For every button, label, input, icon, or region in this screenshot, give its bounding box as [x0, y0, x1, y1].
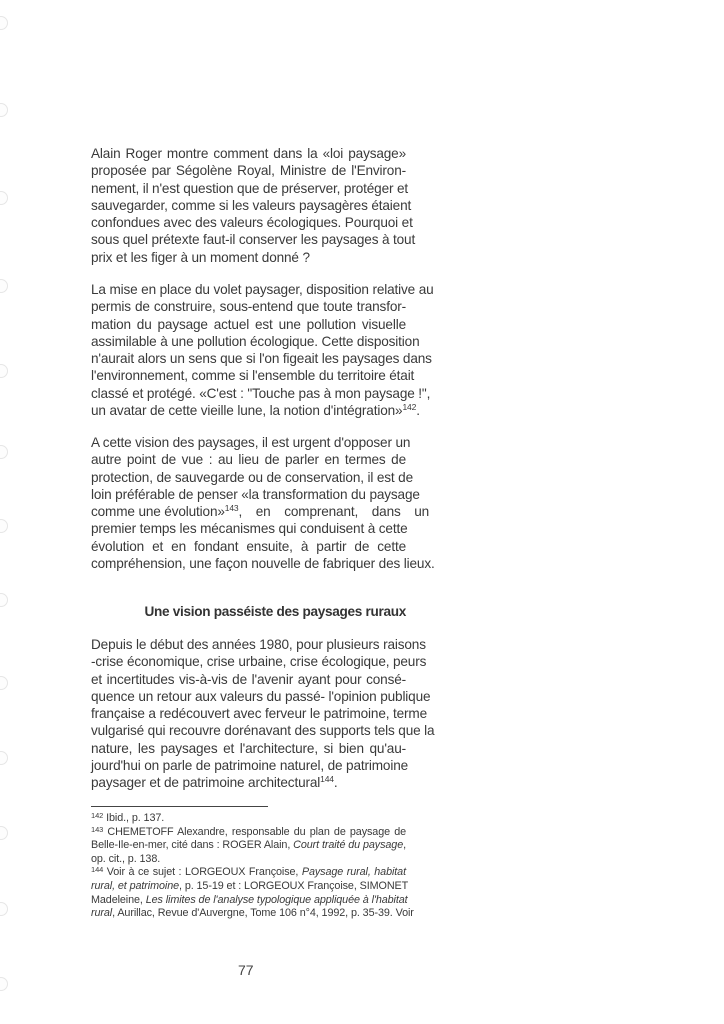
footnote-number: 144	[91, 865, 104, 875]
text-line: française a redécouvert avec ferveur le patrimoine, terme	[91, 706, 427, 722]
footnote-number: 143	[91, 824, 104, 834]
footnote-title: Court traité du paysage	[293, 839, 404, 852]
text-fragment: paysager et de patrimoine architectural	[91, 775, 321, 791]
text-line: nature, les paysages et l'architecture, si bien qu'au-	[91, 740, 406, 756]
text-line: La mise en place du volet paysager, disposition relative au	[91, 282, 434, 297]
text-line: Alain Roger montre comment dans la «loi paysage»	[91, 146, 406, 161]
footnote-title: Paysage rural, habitat	[301, 866, 406, 879]
footnote-title: rural, et patrimoine	[91, 879, 180, 892]
footnote-142	[91, 812, 406, 826]
text-line: loin préférable de penser «la transformation du paysage	[91, 486, 420, 502]
text-line: n'aurait alors un sens que si l'on figeait les paysages dans	[91, 351, 432, 367]
punch-hole-mark	[0, 593, 8, 607]
footnote-title: rural	[91, 907, 113, 920]
text-fragment: comme une évolution»	[91, 504, 225, 520]
footnote-text: ,	[403, 839, 407, 852]
text-line: assimilable à une pollution écologique. Cette disposition	[91, 333, 420, 349]
punch-hole-mark	[0, 364, 8, 378]
footnote-144-line	[91, 879, 409, 894]
paragraph-1	[91, 145, 416, 266]
text-line: prix et les figer à un moment donné ?	[91, 249, 310, 265]
footnote-text: Belle-Ile-en-mer, cité dans : ROGER Alain,	[91, 839, 294, 852]
footnote-text: Voir à ce sujet : LORGEOUX Françoise,	[106, 866, 302, 879]
text-line: -crise économique, crise urbaine, crise écologique, peurs	[91, 654, 427, 670]
text-line: sauvegarder, comme si les valeurs paysagères étaient	[91, 197, 412, 213]
punch-hole-mark	[0, 826, 8, 840]
footnote-title: Les limites de l'analyse typologique appliquée à l'habitat	[145, 893, 408, 906]
text-line: quence un retour aux valeurs du passé- l'opinion publique	[91, 688, 431, 704]
footnotes	[91, 811, 414, 921]
footnote-text: Ibid., p. 137.	[106, 812, 165, 824]
text-line: autre point de vue : au lieu de parler en termes de	[91, 452, 406, 468]
text-line: mation du paysage actuel est une pollution visuelle	[91, 316, 406, 332]
punch-hole-mark	[0, 519, 8, 533]
text-line: l'environnement, comme si l'ensemble du territoire était	[91, 368, 415, 384]
text-line: confondues avec des valeurs écologiques. Pourquoi et	[91, 215, 413, 231]
footnote-text: CHEMETOFF Alexandre, responsable du plan de paysage de	[107, 825, 407, 838]
footnote-144-line	[91, 907, 414, 921]
punch-hole-mark	[0, 279, 8, 293]
footnote-separator	[91, 806, 268, 807]
text-fragment: un avatar de cette vieille lune, la notion d'intégration»	[91, 403, 403, 419]
punch-hole-mark	[0, 676, 8, 690]
text-line: Depuis le début des années 1980, pour plusieurs raisons	[91, 637, 426, 652]
text-line: jourd'hui on parle de patrimoine naturel, de patrimoine	[91, 758, 409, 774]
text-line: proposée par Ségolène Royal, Ministre de l'Environ-	[91, 163, 406, 179]
footnote-ref-142[interactable]: 142	[402, 402, 417, 413]
punch-hole-mark	[0, 445, 8, 459]
footnote-text: , p. 15-19 et : LORGEOUX Françoise, SIMONET	[179, 879, 409, 892]
footnote-number: 142	[91, 811, 104, 820]
page-number: 77	[238, 962, 254, 978]
text-fragment: .	[416, 403, 420, 419]
section-heading: Une vision passéiste des paysages ruraux	[144, 604, 406, 619]
text-line	[91, 503, 430, 520]
paragraph-3	[91, 434, 435, 572]
punch-hole-mark	[0, 103, 8, 117]
footnote-ref-144[interactable]: 144	[320, 774, 334, 785]
text-line: A cette vision des paysages, il est urgent d'opposer un	[91, 435, 411, 450]
text-line: classé et protégé. «C'est : "Touche pas à mon paysage !",	[91, 385, 431, 401]
punch-hole-mark	[0, 751, 8, 765]
text-line: premier temps les mécanismes qui conduisent à cette	[91, 521, 408, 537]
punch-hole-mark	[0, 902, 8, 916]
text-fragment: .	[333, 775, 338, 791]
punch-hole-mark	[0, 977, 8, 991]
text-line: nement, il n'est question que de préserver, protéger et	[91, 180, 409, 196]
paragraph-4	[91, 636, 435, 792]
paragraph-2	[91, 281, 434, 419]
footnote-text: , Aurillac, Revue d'Auvergne, Tome 106 n°4, 1992, p. 35-39. Voir	[112, 907, 414, 920]
text-line: et incertitudes vis-à-vis de l'avenir ayant pour consé-	[91, 671, 406, 687]
footnote-text: op. cit., p. 138.	[91, 852, 161, 865]
text-line: sous quel prétexte faut-il conserver les paysages à tout	[91, 232, 416, 248]
text-line	[91, 774, 406, 791]
footnote-144	[91, 866, 406, 880]
text-line: permis de construire, sous-entend que toute transfor-	[91, 299, 406, 315]
footnote-ref-143[interactable]: 143	[224, 503, 239, 514]
text-line: vulgarisé qui recouvre dorénavant des supports tels que la	[91, 723, 435, 739]
punch-hole-mark	[0, 16, 8, 30]
footnote-text: Madeleine,	[91, 893, 146, 906]
footnote-144-line	[91, 894, 406, 908]
footnote-143	[91, 826, 406, 840]
text-line: protection, de sauvegarde ou de conservation, il est de	[91, 469, 413, 485]
text-line	[91, 402, 420, 419]
text-fragment: , en comprenant, dans un	[238, 504, 430, 520]
text-line: évolution et en fondant ensuite, à partir de cette	[91, 538, 406, 554]
punch-hole-mark	[0, 191, 8, 205]
footnote-143-line	[91, 839, 406, 853]
text-line: compréhension, une façon nouvelle de fabriquer des lieux.	[91, 556, 435, 572]
